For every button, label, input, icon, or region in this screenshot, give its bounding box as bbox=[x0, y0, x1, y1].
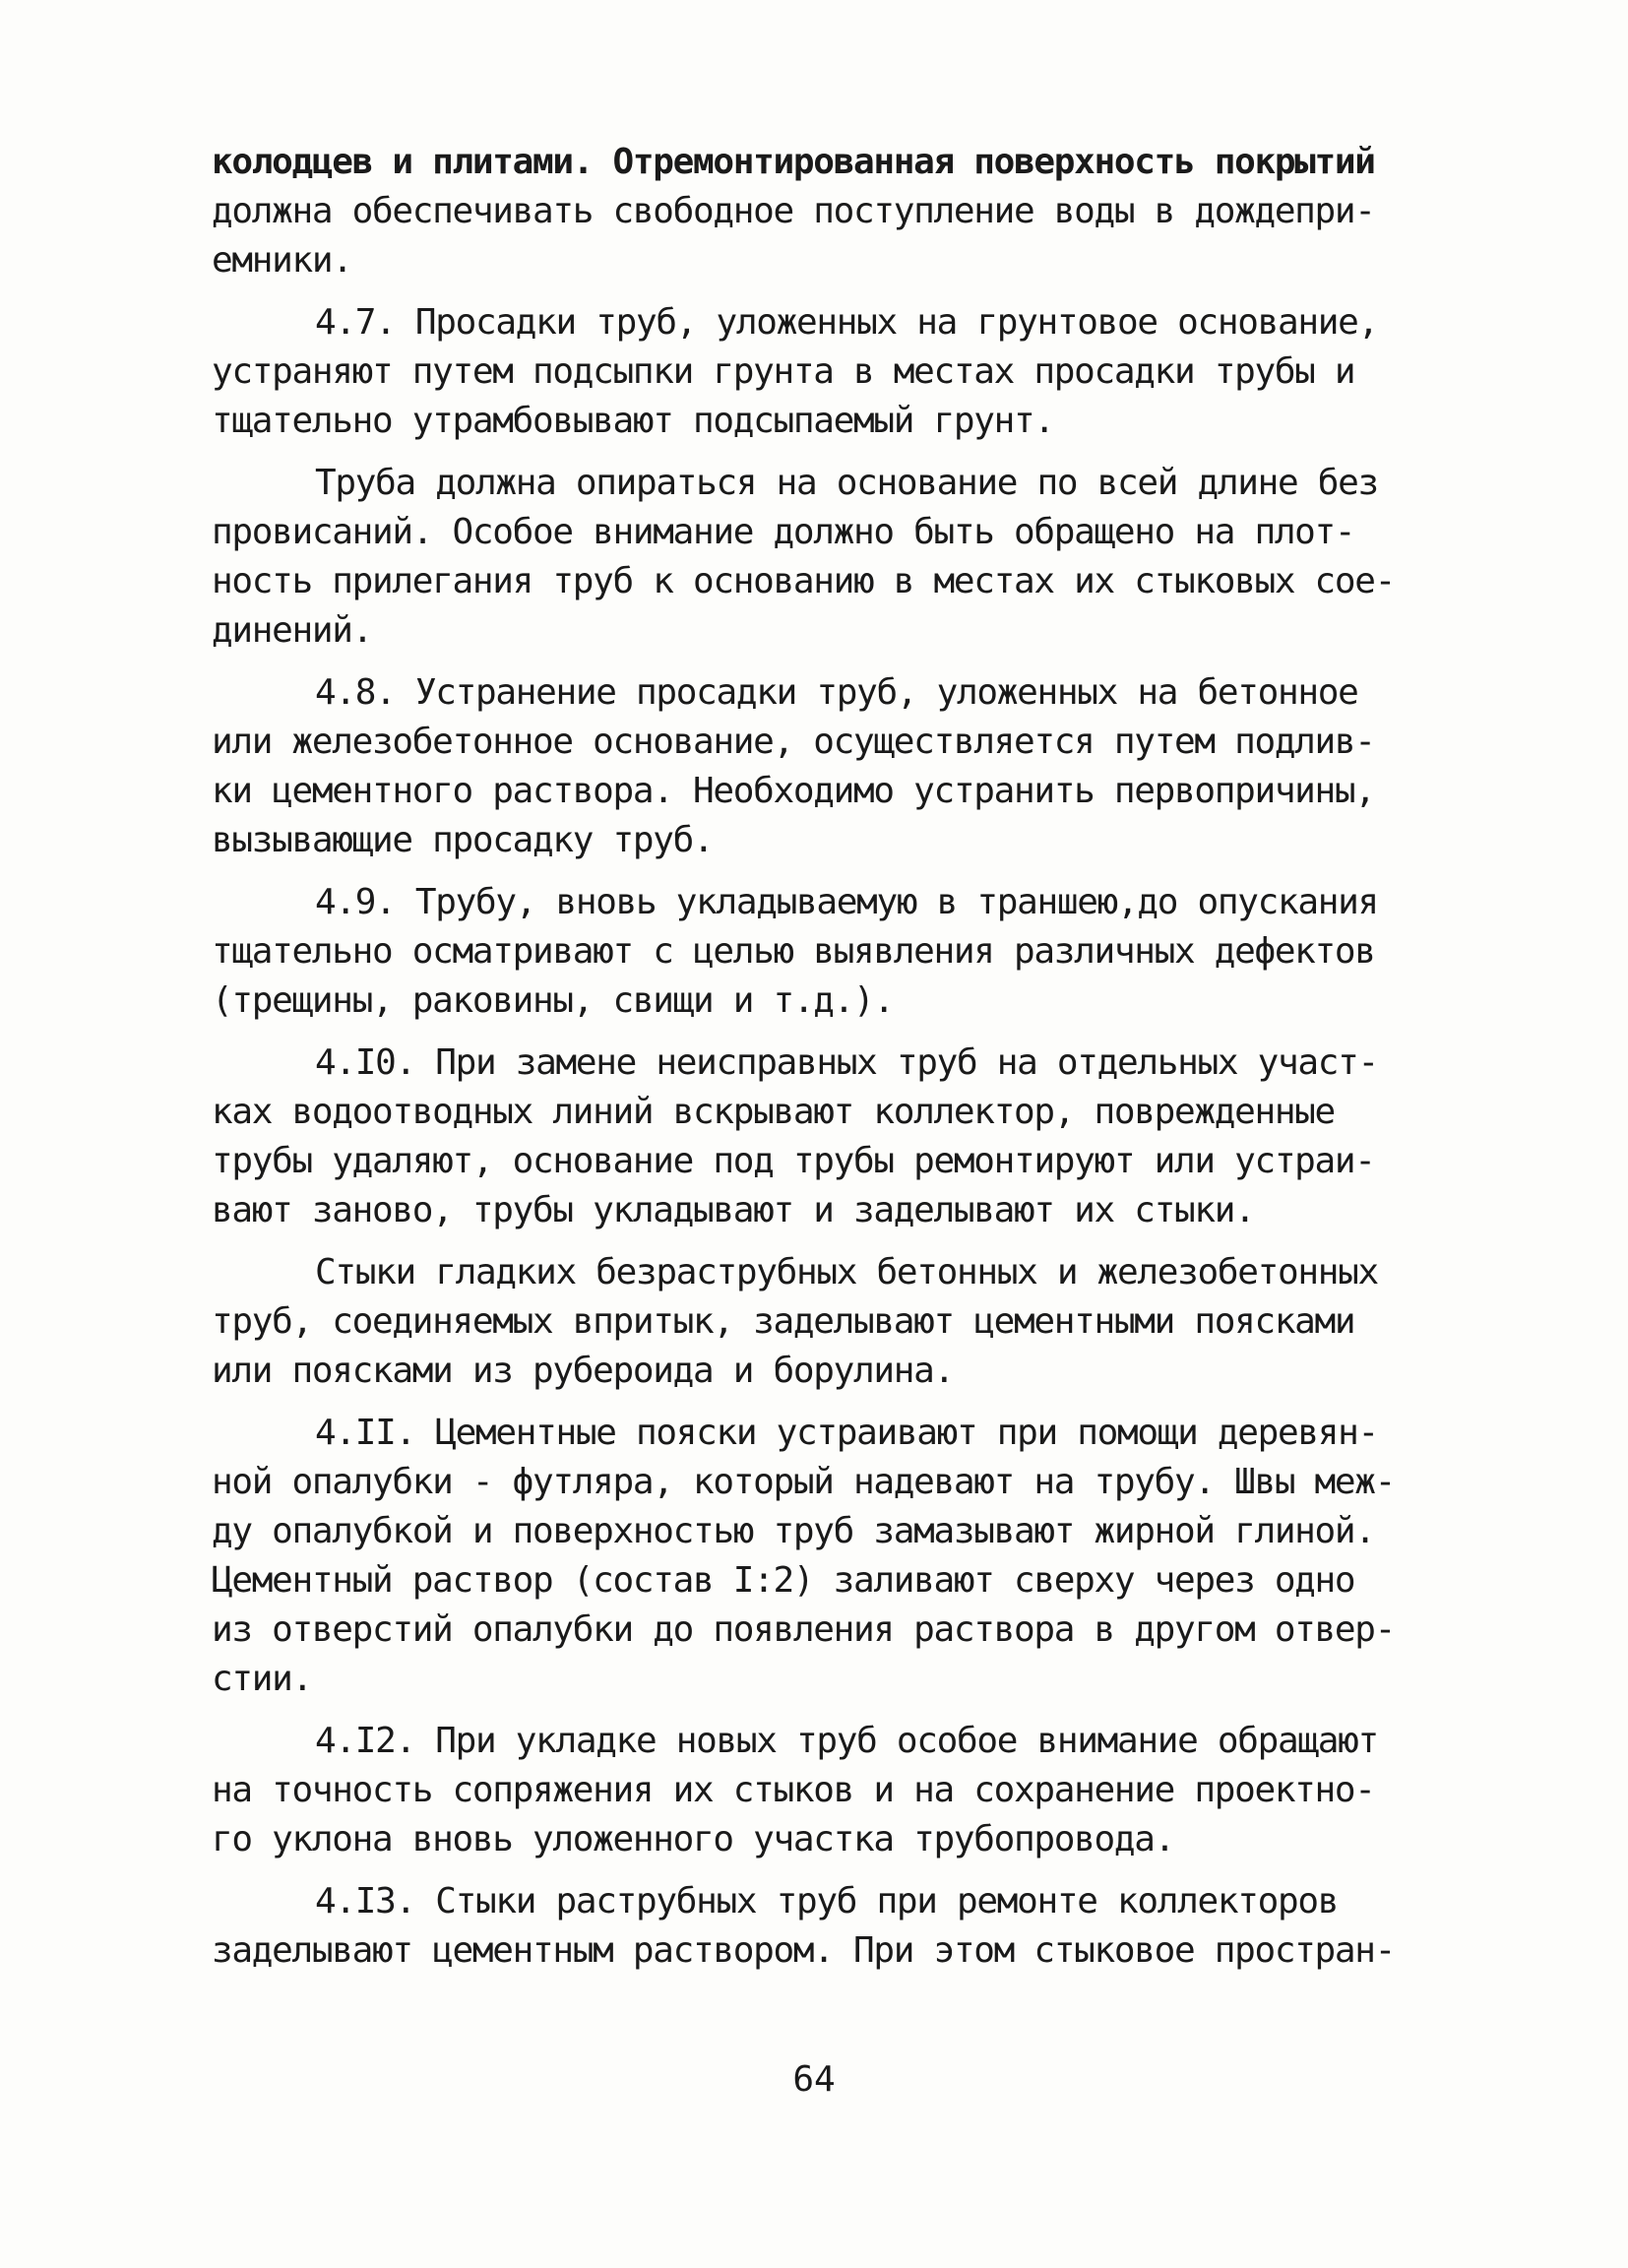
paragraph-4-8 bbox=[212, 668, 1422, 865]
paragraph-continuation bbox=[212, 138, 1422, 285]
text-line: Цементный раствор (состав I:2) заливают сверху через одно bbox=[212, 1560, 1355, 1601]
text-line: тщательно утрамбовывают подсыпаемый грунт. bbox=[212, 401, 1054, 441]
text-line: 4.I3. Стыки раструбных труб при ремонте коллекторов bbox=[315, 1881, 1339, 1922]
page-number: 64 bbox=[792, 2059, 836, 2100]
text-line: (трещины, раковины, свищи и т.д.). bbox=[212, 980, 894, 1021]
text-line: колодцев и плитами. Отремонтированная поверхность покрытий bbox=[212, 142, 1375, 182]
text-line: трубы удаляют, основание под трубы ремонтируют или устраи- bbox=[212, 1141, 1375, 1181]
text-line: труб, соединяемых впритык, заделывают цементными поясками bbox=[212, 1301, 1355, 1342]
text-line: 4.I2. При укладке новых труб особое внимание обращают bbox=[315, 1721, 1378, 1761]
text-line: Стыки гладких безраструбных бетонных и железобетонных bbox=[315, 1252, 1378, 1292]
text-line: вызывающие просадку труб. bbox=[212, 820, 714, 860]
text-line: го уклона вновь уложенного участка трубопровода. bbox=[212, 1819, 1174, 1859]
text-line: Труба должна опираться на основание по всей длине без bbox=[315, 463, 1378, 503]
paragraph-4-7 bbox=[212, 298, 1422, 446]
text-line: емники. bbox=[212, 240, 352, 281]
text-line: ду опалубкой и поверхностью труб замазывают жирной глиной. bbox=[212, 1511, 1375, 1551]
text-line: заделывают цементным раствором. При этом стыковое простран- bbox=[212, 1930, 1396, 1971]
text-line: 4.7. Просадки труб, уложенных на грунтовое основание, bbox=[315, 302, 1378, 343]
text-line: 4.9. Трубу, вновь укладываемую в траншею,до опускания bbox=[315, 882, 1378, 922]
text-line: ках водоотводных линий вскрывают коллектор, поврежденные bbox=[212, 1092, 1335, 1132]
paragraph-4-7-cont bbox=[212, 459, 1422, 656]
text-line: стии. bbox=[212, 1659, 312, 1699]
paragraph-4-11 bbox=[212, 1409, 1422, 1704]
paragraph-4-10-cont bbox=[212, 1248, 1422, 1396]
paragraph-4-10 bbox=[212, 1039, 1422, 1235]
text-line: 4.I0. При замене неисправных труб на отдельных участ- bbox=[315, 1042, 1378, 1083]
text-line: или поясками из рубероида и борулина. bbox=[212, 1351, 954, 1391]
paragraph-4-9 bbox=[212, 878, 1422, 1026]
body-text bbox=[212, 138, 1422, 1988]
text-line: 4.8. Устранение просадки труб, уложенных на бетонное bbox=[315, 672, 1358, 713]
text-line: ной опалубки - футляра, который надевают на трубу. Швы меж- bbox=[212, 1462, 1396, 1502]
paragraph-4-12 bbox=[212, 1717, 1422, 1864]
text-line: вают заново, трубы укладывают и заделывают их стыки. bbox=[212, 1190, 1255, 1230]
text-line: или железобетонное основание, осуществляется путем подлив- bbox=[212, 722, 1375, 762]
text-line: ки цементного раствора. Необходимо устранить первопричины, bbox=[212, 771, 1375, 811]
text-line: провисаний. Особое внимание должно быть обращено на плот- bbox=[212, 512, 1355, 552]
text-line: устраняют путем подсыпки грунта в местах просадки трубы и bbox=[212, 351, 1355, 392]
text-line: на точность сопряжения их стыков и на сохранение проектно- bbox=[212, 1770, 1375, 1810]
text-line: тщательно осматривают с целью выявления различных дефектов bbox=[212, 931, 1375, 972]
paragraph-4-13 bbox=[212, 1877, 1422, 1976]
text-line: из отверстий опалубки до появления раствора в другом отвер- bbox=[212, 1609, 1396, 1650]
text-line: 4.II. Цементные пояски устраивают при помощи деревян- bbox=[315, 1413, 1378, 1453]
text-line: ность прилегания труб к основанию в местах их стыковых сое- bbox=[212, 561, 1396, 601]
text-line: должна обеспечивать свободное поступление воды в дождепри- bbox=[212, 191, 1375, 231]
text-line: динений. bbox=[212, 610, 372, 651]
